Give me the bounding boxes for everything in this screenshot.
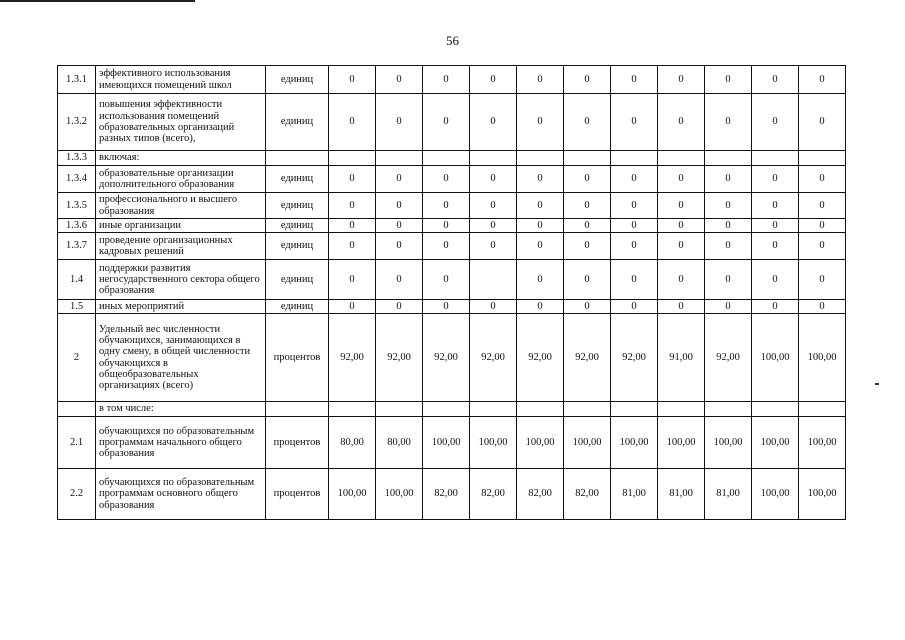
row-code-cell: 1.3.3 [58,151,96,166]
row-unit-cell: единиц [266,219,329,233]
row-value-cell: 0 [329,260,376,300]
row-value-cell: 82,00 [517,469,564,520]
row-value-cell [752,402,799,417]
row-value-cell: 0 [329,233,376,260]
row-value-cell: 0 [470,66,517,94]
row-value-cell: 0 [752,193,799,219]
table-row [58,166,846,193]
row-value-cell: 0 [658,233,705,260]
row-value-cell [658,151,705,166]
row-value-cell: 100,00 [799,314,846,402]
row-value-cell: 80,00 [329,417,376,469]
row-value-cell: 0 [752,233,799,260]
row-description-cell: эффективного использования имеющихся помещений школ [96,66,266,94]
row-description-cell: обучающихся по образовательным программам начального общего образования [96,417,266,469]
row-value-cell: 100,00 [470,417,517,469]
table-row [58,314,846,402]
table-row [58,219,846,233]
row-value-cell: 0 [423,166,470,193]
row-value-cell: 0 [517,233,564,260]
row-value-cell: 0 [517,66,564,94]
row-code-cell: 2 [58,314,96,402]
row-value-cell: 0 [705,219,752,233]
row-value-cell: 0 [423,233,470,260]
row-code-cell: 1.3.7 [58,233,96,260]
row-description-cell: поддержки развития негосударственного сектора общего образования [96,260,266,300]
row-value-cell: 92,00 [705,314,752,402]
row-value-cell: 0 [752,94,799,151]
data-table [57,65,846,520]
row-value-cell: 0 [329,193,376,219]
row-code-cell: 1.3.6 [58,219,96,233]
row-code-cell: 2.1 [58,417,96,469]
row-value-cell: 81,00 [611,469,658,520]
row-value-cell [564,402,611,417]
row-value-cell: 0 [423,193,470,219]
row-unit-cell: единиц [266,166,329,193]
row-value-cell: 0 [564,66,611,94]
row-value-cell [705,151,752,166]
row-value-cell: 0 [564,300,611,314]
row-unit-cell: единиц [266,260,329,300]
row-value-cell: 100,00 [517,417,564,469]
row-value-cell: 0 [705,233,752,260]
row-value-cell [329,402,376,417]
row-value-cell: 0 [564,233,611,260]
row-value-cell: 0 [517,219,564,233]
row-value-cell: 0 [658,260,705,300]
row-value-cell: 0 [752,300,799,314]
row-value-cell: 0 [376,300,423,314]
row-value-cell: 0 [799,233,846,260]
row-code-cell [58,402,96,417]
row-value-cell: 100,00 [705,417,752,469]
row-value-cell: 0 [705,166,752,193]
row-value-cell: 0 [611,300,658,314]
row-value-cell: 0 [376,66,423,94]
margin-mark [875,383,879,385]
row-value-cell: 0 [799,66,846,94]
row-code-cell: 1.3.1 [58,66,96,94]
row-unit-cell: единиц [266,300,329,314]
row-unit-cell: единиц [266,94,329,151]
row-value-cell [470,151,517,166]
table-row [58,260,846,300]
row-value-cell [799,151,846,166]
row-value-cell: 0 [799,260,846,300]
header-rule [0,0,195,2]
row-value-cell: 0 [423,94,470,151]
row-value-cell: 0 [564,260,611,300]
row-value-cell: 0 [423,260,470,300]
row-value-cell: 0 [376,193,423,219]
row-value-cell: 0 [705,94,752,151]
row-value-cell: 0 [329,66,376,94]
row-value-cell [423,151,470,166]
table-row [58,66,846,94]
row-value-cell: 92,00 [470,314,517,402]
row-value-cell: 0 [470,94,517,151]
row-value-cell [799,402,846,417]
row-value-cell: 100,00 [799,417,846,469]
row-value-cell: 0 [611,233,658,260]
row-value-cell: 92,00 [423,314,470,402]
row-description-cell: в том числе: [96,402,266,417]
row-value-cell: 0 [611,193,658,219]
row-value-cell [752,151,799,166]
row-unit-cell: процентов [266,314,329,402]
row-value-cell: 91,00 [658,314,705,402]
row-value-cell: 0 [564,219,611,233]
row-unit-cell: единиц [266,193,329,219]
page-number: 56 [446,33,459,48]
row-value-cell [517,151,564,166]
row-value-cell: 0 [752,166,799,193]
row-value-cell: 0 [564,166,611,193]
row-value-cell: 0 [423,66,470,94]
row-value-cell: 0 [658,166,705,193]
row-value-cell: 0 [517,260,564,300]
row-value-cell [423,402,470,417]
row-value-cell: 0 [611,260,658,300]
row-value-cell: 92,00 [564,314,611,402]
row-value-cell: 92,00 [517,314,564,402]
row-value-cell: 0 [517,300,564,314]
row-value-cell [470,260,517,300]
table-body [58,66,846,520]
row-description-cell: иных мероприятий [96,300,266,314]
row-value-cell: 0 [329,300,376,314]
row-value-cell: 0 [423,300,470,314]
table-row [58,151,846,166]
row-value-cell [705,402,752,417]
row-value-cell: 0 [376,166,423,193]
row-code-cell: 1.3.2 [58,94,96,151]
row-value-cell: 100,00 [799,469,846,520]
row-description-cell: включая: [96,151,266,166]
row-description-cell: проведение организационных кадровых решений [96,233,266,260]
row-value-cell: 0 [470,233,517,260]
row-value-cell: 0 [517,94,564,151]
row-value-cell: 0 [705,300,752,314]
row-value-cell: 100,00 [611,417,658,469]
row-value-cell: 0 [799,193,846,219]
row-unit-cell: единиц [266,233,329,260]
row-value-cell [376,151,423,166]
row-unit-cell: процентов [266,417,329,469]
row-value-cell: 0 [376,219,423,233]
table-row [58,402,846,417]
row-value-cell: 0 [329,219,376,233]
table-row [58,94,846,151]
row-code-cell: 1.3.4 [58,166,96,193]
row-description-cell: повышения эффективности использования помещений образовательных организаций разных типов (всего), [96,94,266,151]
row-value-cell: 0 [658,219,705,233]
row-code-cell: 1.5 [58,300,96,314]
row-value-cell: 0 [329,166,376,193]
row-value-cell: 82,00 [470,469,517,520]
row-value-cell: 0 [329,94,376,151]
row-unit-cell: процентов [266,469,329,520]
row-value-cell: 0 [564,94,611,151]
row-value-cell: 0 [705,66,752,94]
row-value-cell [658,402,705,417]
row-value-cell: 0 [517,166,564,193]
row-value-cell: 100,00 [752,417,799,469]
row-value-cell: 0 [470,219,517,233]
row-value-cell: 80,00 [376,417,423,469]
row-description-cell: образовательные организации дополнительного образования [96,166,266,193]
row-unit-cell: единиц [266,66,329,94]
row-value-cell: 100,00 [658,417,705,469]
table-row [58,417,846,469]
row-description-cell: Удельный вес численности обучающихся, занимающихся в одну смену, в общей численности обучающихся в общеобразовательных организациях (всего) [96,314,266,402]
row-value-cell: 0 [470,300,517,314]
table-row [58,233,846,260]
row-description-cell: обучающихся по образовательным программам основного общего образования [96,469,266,520]
row-value-cell: 0 [658,193,705,219]
row-code-cell: 1.3.5 [58,193,96,219]
row-code-cell: 2.2 [58,469,96,520]
row-value-cell: 82,00 [564,469,611,520]
row-value-cell: 92,00 [611,314,658,402]
row-value-cell: 0 [470,166,517,193]
row-value-cell [611,402,658,417]
row-value-cell: 0 [705,260,752,300]
row-value-cell: 100,00 [752,469,799,520]
row-code-cell: 1.4 [58,260,96,300]
row-value-cell: 82,00 [423,469,470,520]
row-value-cell [611,151,658,166]
row-value-cell [564,151,611,166]
table-row [58,469,846,520]
row-value-cell: 100,00 [329,469,376,520]
row-value-cell: 0 [423,219,470,233]
row-value-cell: 92,00 [376,314,423,402]
row-value-cell: 100,00 [752,314,799,402]
row-value-cell: 92,00 [329,314,376,402]
row-unit-cell [266,402,329,417]
row-value-cell: 0 [799,300,846,314]
row-value-cell: 0 [611,66,658,94]
row-value-cell: 0 [799,94,846,151]
row-value-cell [470,402,517,417]
row-value-cell: 0 [658,66,705,94]
row-value-cell: 0 [376,94,423,151]
table-row [58,300,846,314]
row-value-cell: 100,00 [376,469,423,520]
row-unit-cell [266,151,329,166]
row-description-cell: иные организации [96,219,266,233]
row-value-cell: 0 [470,193,517,219]
row-value-cell: 0 [658,94,705,151]
row-value-cell: 0 [752,219,799,233]
row-value-cell: 100,00 [564,417,611,469]
row-value-cell: 0 [799,219,846,233]
row-value-cell: 0 [752,260,799,300]
row-value-cell: 100,00 [423,417,470,469]
row-description-cell: профессионального и высшего образования [96,193,266,219]
row-value-cell: 0 [705,193,752,219]
row-value-cell: 0 [376,233,423,260]
row-value-cell [517,402,564,417]
row-value-cell: 81,00 [705,469,752,520]
table-row [58,193,846,219]
row-value-cell [376,402,423,417]
row-value-cell: 0 [752,66,799,94]
row-value-cell: 0 [658,300,705,314]
row-value-cell: 0 [564,193,611,219]
row-value-cell: 0 [517,193,564,219]
row-value-cell: 0 [376,260,423,300]
row-value-cell: 81,00 [658,469,705,520]
row-value-cell: 0 [611,94,658,151]
row-value-cell [329,151,376,166]
row-value-cell: 0 [611,166,658,193]
row-value-cell: 0 [611,219,658,233]
row-value-cell: 0 [799,166,846,193]
